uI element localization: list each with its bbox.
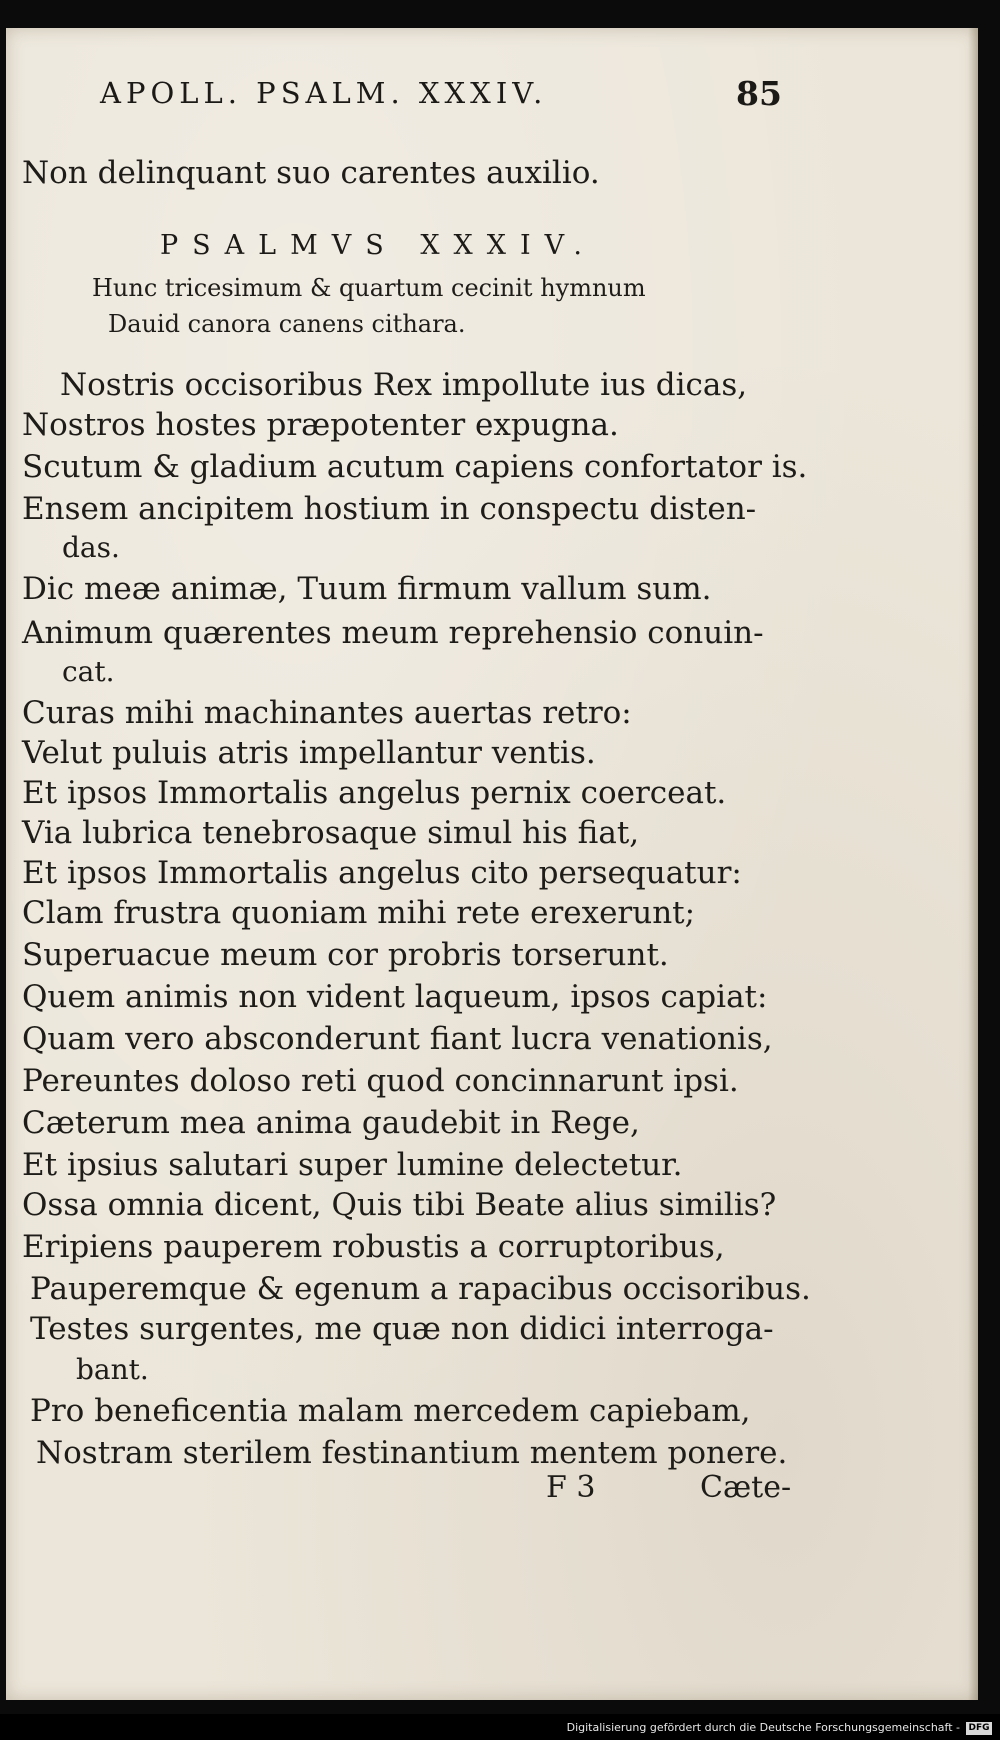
verse-line: Via lubrica tenebrosaque simul his fiat, <box>22 815 640 851</box>
verse-line: Quam vero absconderunt fiant lucra venationis, <box>22 1021 773 1057</box>
page-number: 85 <box>736 74 782 113</box>
verse-line: Et ipsos Immortalis angelus pernix coerceat. <box>22 775 727 811</box>
verse-line: Pro beneficentia malam mercedem capiebam, <box>30 1393 751 1429</box>
verse-line: Velut puluis atris impellantur ventis. <box>22 735 596 771</box>
signature-mark: F 3 <box>546 1470 596 1505</box>
verse-line: cat. <box>62 655 115 688</box>
verse-line: Et ipsius salutari super lumine delectetur. <box>22 1147 683 1183</box>
footer-credit: Digitalisierung gefördert durch die Deutsche Forschungsgemeinschaft - <box>566 1721 960 1734</box>
verse-line: Animum quærentes meum reprehensio conuin- <box>22 615 764 651</box>
verse-line: Pauperemque & egenum a rapacibus occisoribus. <box>30 1271 811 1307</box>
dfg-logo: DFG <box>966 1722 992 1735</box>
page-edge-shadow <box>968 28 978 1700</box>
psalm-title: PSALMVS XXXIV. <box>160 230 597 261</box>
top-line: Non delinquant suo carentes auxilio. <box>22 155 600 191</box>
verse-line: Testes surgentes, me quæ non didici interroga- <box>30 1311 774 1347</box>
subtitle-line: Dauid canora canens cithara. <box>108 310 466 338</box>
verse-line: Nostram sterilem festinantium mentem ponere. <box>36 1435 788 1471</box>
verse-line: Clam frustra quoniam mihi rete erexerunt; <box>22 895 696 931</box>
running-head: APOLL. PSALM. XXXIV. <box>100 76 548 110</box>
verse-line: Scutum & gladium acutum capiens confortator is. <box>22 449 808 485</box>
verse-line: Pereuntes doloso reti quod concinnarunt ipsi. <box>22 1063 739 1099</box>
verse-line: Ossa omnia dicent, Quis tibi Beate alius similis? <box>22 1187 777 1223</box>
verse-line: das. <box>62 531 120 564</box>
catchword: Cæte- <box>700 1470 792 1505</box>
verse-line: Nostros hostes præpotenter expugna. <box>22 407 619 443</box>
verse-line: Cæterum mea anima gaudebit in Rege, <box>22 1105 640 1141</box>
verse-line: Quem animis non vident laqueum, ipsos capiat: <box>22 979 768 1015</box>
verse-line: Et ipsos Immortalis angelus cito persequatur: <box>22 855 742 891</box>
verse-line: Ensem ancipitem hostium in conspectu disten- <box>22 491 757 527</box>
verse-line: Eripiens pauperem robustis a corruptoribus, <box>22 1229 725 1265</box>
footer-strip <box>0 1714 1000 1740</box>
subtitle-line: Hunc tricesimum & quartum cecinit hymnum <box>92 274 646 302</box>
verse-line: Dic meæ animæ, Tuum firmum vallum sum. <box>22 571 712 607</box>
verse-line: Nostris occisoribus Rex impollute ius dicas, <box>60 367 748 403</box>
verse-line: bant. <box>76 1353 149 1386</box>
verse-line: Superuacue meum cor probris torserunt. <box>22 937 669 973</box>
verse-line: Curas mihi machinantes auertas retro: <box>22 695 632 731</box>
